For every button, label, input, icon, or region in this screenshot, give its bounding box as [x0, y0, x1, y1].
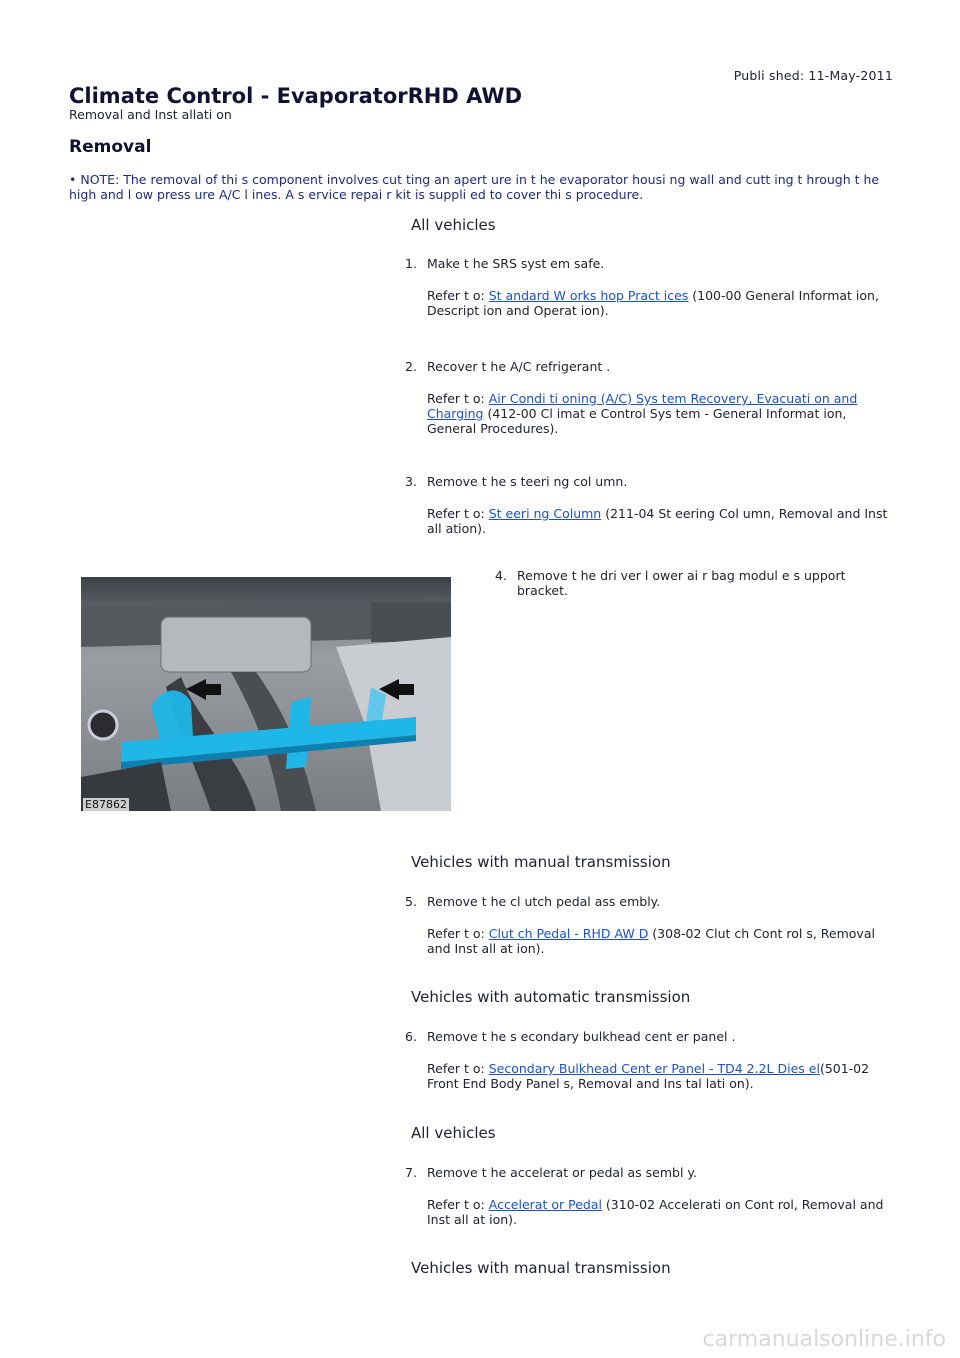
step-text: Remove t he s econdary bulkhead cent er panel . — [427, 1029, 736, 1044]
ref-suffix: (310-02 Accelerati on Cont rol, Removal and Inst all at ion). — [427, 1197, 884, 1227]
ref-prefix: Refer t o: — [427, 1061, 489, 1076]
step-reference — [427, 1061, 895, 1091]
link-secondary-bulkhead[interactable]: Secondary Bulkhead Cent er Panel - TD4 2.2L Dies el — [488, 1061, 820, 1076]
step-reference — [427, 288, 895, 318]
section-heading: Removal — [69, 137, 152, 157]
step-text: Make t he SRS syst em safe. — [427, 256, 605, 271]
step-reference — [427, 391, 895, 436]
step-6 — [405, 1029, 895, 1091]
link-ac-system-recovery[interactable]: Air Condi ti oning (A/C) Sys tem Recovery, Evacuati on and Charging — [427, 391, 858, 421]
link-steering-column[interactable]: St eeri ng Column — [488, 506, 602, 521]
ref-prefix: Refer t o: — [427, 926, 489, 941]
group-heading: All vehicles — [411, 1124, 496, 1142]
step-reference — [427, 926, 895, 956]
step-reference — [427, 1197, 895, 1227]
step-text: Recover t he A/C refrigerant . — [427, 359, 611, 374]
step-2 — [405, 359, 895, 436]
step-text: Remove t he cl utch pedal ass embly. — [427, 894, 661, 909]
group-heading: Vehicles with automatic transmission — [411, 988, 691, 1006]
ref-prefix: Refer t o: — [427, 506, 489, 521]
bracket-photo — [81, 577, 451, 811]
step-reference — [427, 506, 895, 536]
ref-suffix: (100-00 General Informat ion, Descript ion and Operat ion). — [427, 288, 879, 318]
step-text: Remove t he s teeri ng col umn. — [427, 474, 628, 489]
ref-suffix: (412-00 Cl imat e Control Sys tem - General Informat ion, General Procedures). — [427, 406, 847, 436]
step-number: 6. — [405, 1029, 417, 1044]
step-number: 4. — [495, 568, 507, 583]
step-number: 3. — [405, 474, 417, 489]
link-standard-workshop-practices[interactable]: St andard W orks hop Pract ices — [488, 288, 689, 303]
step-number: 1. — [405, 256, 417, 271]
link-accelerator-pedal[interactable]: Accelerat or Pedal — [488, 1197, 602, 1212]
step-text: Remove t he dri ver l ower ai r bag modul e s upport bracket. — [517, 568, 846, 598]
group-heading: Vehicles with manual transmission — [411, 853, 671, 871]
group-heading: All vehicles — [411, 216, 496, 234]
step-number: 5. — [405, 894, 417, 909]
step-5 — [405, 894, 895, 956]
step-number: 7. — [405, 1165, 417, 1180]
page-title: Climate Control - EvaporatorRHD AWD — [69, 84, 523, 108]
step-text: Remove t he accelerat or pedal as sembl y. — [427, 1165, 698, 1180]
step-number: 2. — [405, 359, 417, 374]
group-heading: Vehicles with manual transmission — [411, 1259, 671, 1277]
figure-label: E87862 — [85, 798, 127, 811]
step-1 — [405, 256, 895, 318]
link-clutch-pedal[interactable]: Clut ch Pedal - RHD AW D — [488, 926, 649, 941]
ref-prefix: Refer t o: — [427, 1197, 489, 1212]
ref-suffix: (308-02 Clut ch Cont rol s, Removal and Inst all at ion). — [427, 926, 875, 956]
ref-prefix: Refer t o: — [427, 288, 489, 303]
step-7 — [405, 1165, 895, 1227]
note-text: • NOTE: The removal of thi s component involves cut ting an apert ure in t he evaporator housi ng wall and cutt ing t hrough t he high and l ow press ure A/C l ines. A s ervice repai r kit is suppli ed to cover thi s procedure. — [69, 172, 880, 202]
step-3 — [405, 474, 895, 536]
published-date: Publi shed: 11-May-2011 — [733, 68, 893, 83]
step-4 — [495, 568, 855, 598]
ref-prefix: Refer t o: — [427, 391, 489, 406]
ref-suffix: (211-04 St eering Col umn, Removal and Inst all ation). — [427, 506, 888, 536]
watermark: carmanualsonline.info — [702, 1327, 946, 1352]
ref-suffix: (501-02 Front End Body Panel s, Removal and Ins tal lati on). — [427, 1061, 870, 1091]
page-subtitle: Removal and Inst allati on — [69, 107, 232, 122]
